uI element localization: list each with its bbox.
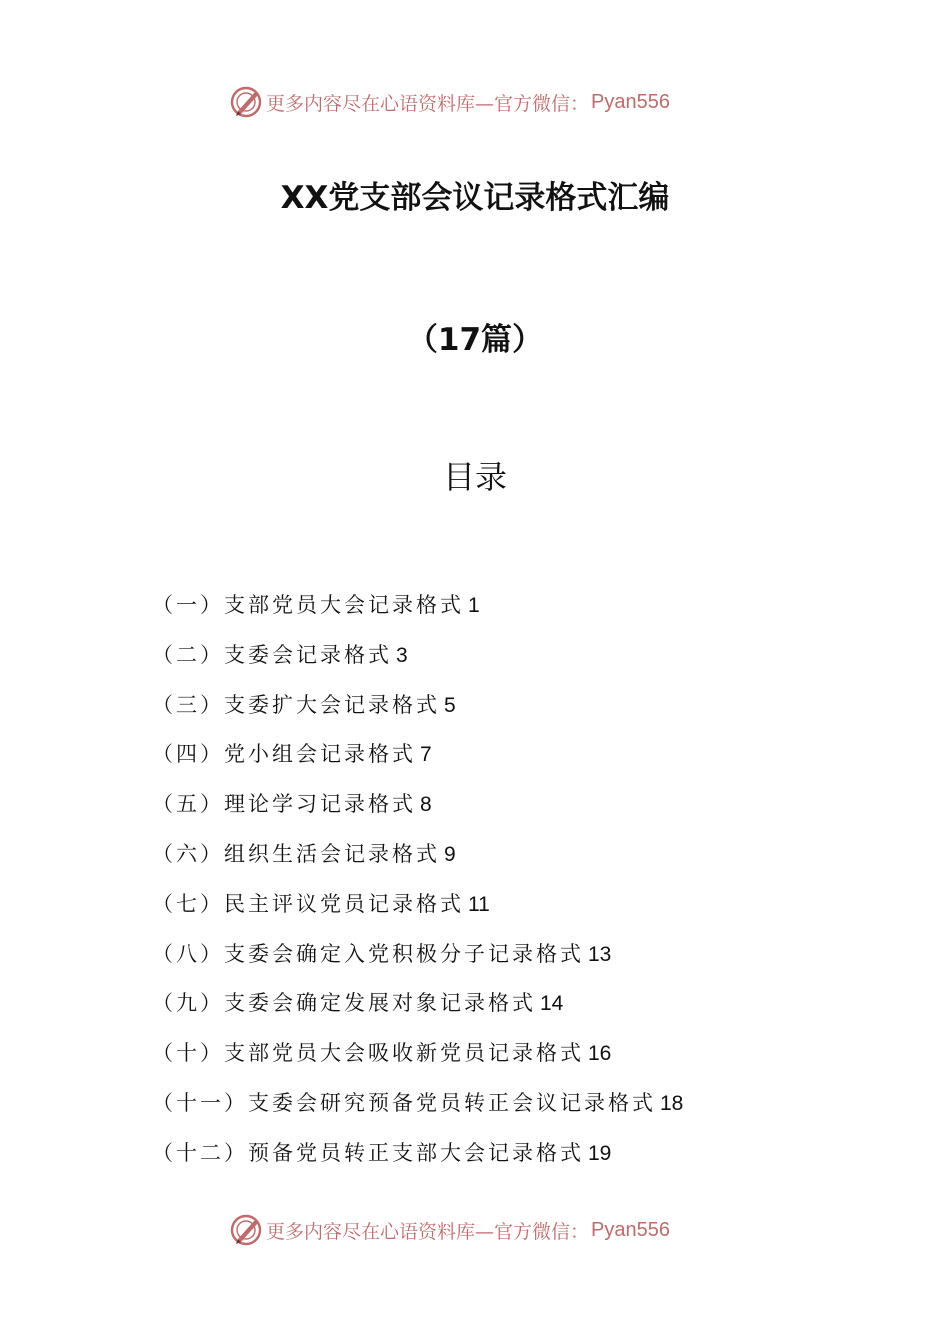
toc-item[interactable] — [152, 984, 872, 1034]
document-subtitle: （17篇） — [406, 322, 544, 358]
toc-item-page: 18 — [660, 1091, 684, 1115]
toc-item[interactable] — [152, 586, 872, 636]
toc-item-page: 19 — [588, 1141, 612, 1165]
footer-banner — [228, 1210, 670, 1250]
toc-item-label: （二）支委会记录格式 — [152, 642, 392, 667]
wechat-id: Pyan556 — [591, 90, 670, 113]
toc-item[interactable] — [152, 1034, 872, 1084]
toc-heading: 目录 — [442, 458, 507, 496]
toc-item-label: （十二）预备党员转正支部大会记录格式 — [152, 1140, 584, 1165]
wechat-id: Pyan556 — [591, 1218, 670, 1241]
toc-item-page: 1 — [468, 594, 480, 617]
toc-item-label: （三）支委扩大会记录格式 — [152, 692, 440, 717]
toc-item-label: （六）组织生活会记录格式 — [152, 841, 440, 866]
toc-item[interactable] — [152, 686, 872, 736]
toc-item[interactable] — [152, 935, 872, 985]
toc-item[interactable] — [152, 835, 872, 885]
banner-text: 更多内容尽在心语资料库—官方微信： — [266, 92, 590, 115]
toc-item-page: 14 — [540, 992, 564, 1016]
toc-item-page: 11 — [468, 892, 490, 916]
toc-item[interactable] — [152, 1134, 872, 1184]
pen-logo-icon — [228, 84, 264, 120]
table-of-contents — [152, 586, 872, 1184]
toc-item-page: 16 — [588, 1042, 612, 1066]
toc-item-label: （八）支委会确定入党积极分子记录格式 — [152, 941, 584, 966]
toc-item-label: （十一）支委会研究预备党员转正会议记录格式 — [152, 1090, 656, 1115]
toc-item-label: （五）理论学习记录格式 — [152, 792, 416, 817]
toc-item-page: 3 — [396, 643, 408, 667]
toc-item-page: 7 — [420, 743, 432, 767]
toc-item-page: 5 — [444, 693, 456, 717]
toc-item[interactable] — [152, 735, 872, 785]
toc-item-page: 9 — [444, 842, 456, 866]
toc-item[interactable] — [152, 785, 872, 835]
toc-item-page: 8 — [420, 793, 432, 817]
toc-item[interactable] — [152, 885, 872, 935]
toc-item[interactable] — [152, 1084, 872, 1134]
toc-item-page: 13 — [588, 942, 612, 966]
document-title: XX党支部会议记录格式汇编 — [280, 180, 670, 216]
toc-item[interactable] — [152, 636, 872, 686]
toc-item-label: （九）支委会确定发展对象记录格式 — [152, 991, 536, 1016]
toc-item-label: （一）支部党员大会记录格式 — [152, 593, 464, 617]
banner-text: 更多内容尽在心语资料库—官方微信： — [266, 1220, 590, 1243]
pen-logo-icon — [228, 1212, 264, 1248]
toc-item-label: （十）支部党员大会吸收新党员记录格式 — [152, 1041, 584, 1066]
toc-item-label: （四）党小组会记录格式 — [152, 742, 416, 767]
toc-item-label: （七）民主评议党员记录格式 — [152, 891, 464, 916]
header-banner — [228, 82, 670, 122]
